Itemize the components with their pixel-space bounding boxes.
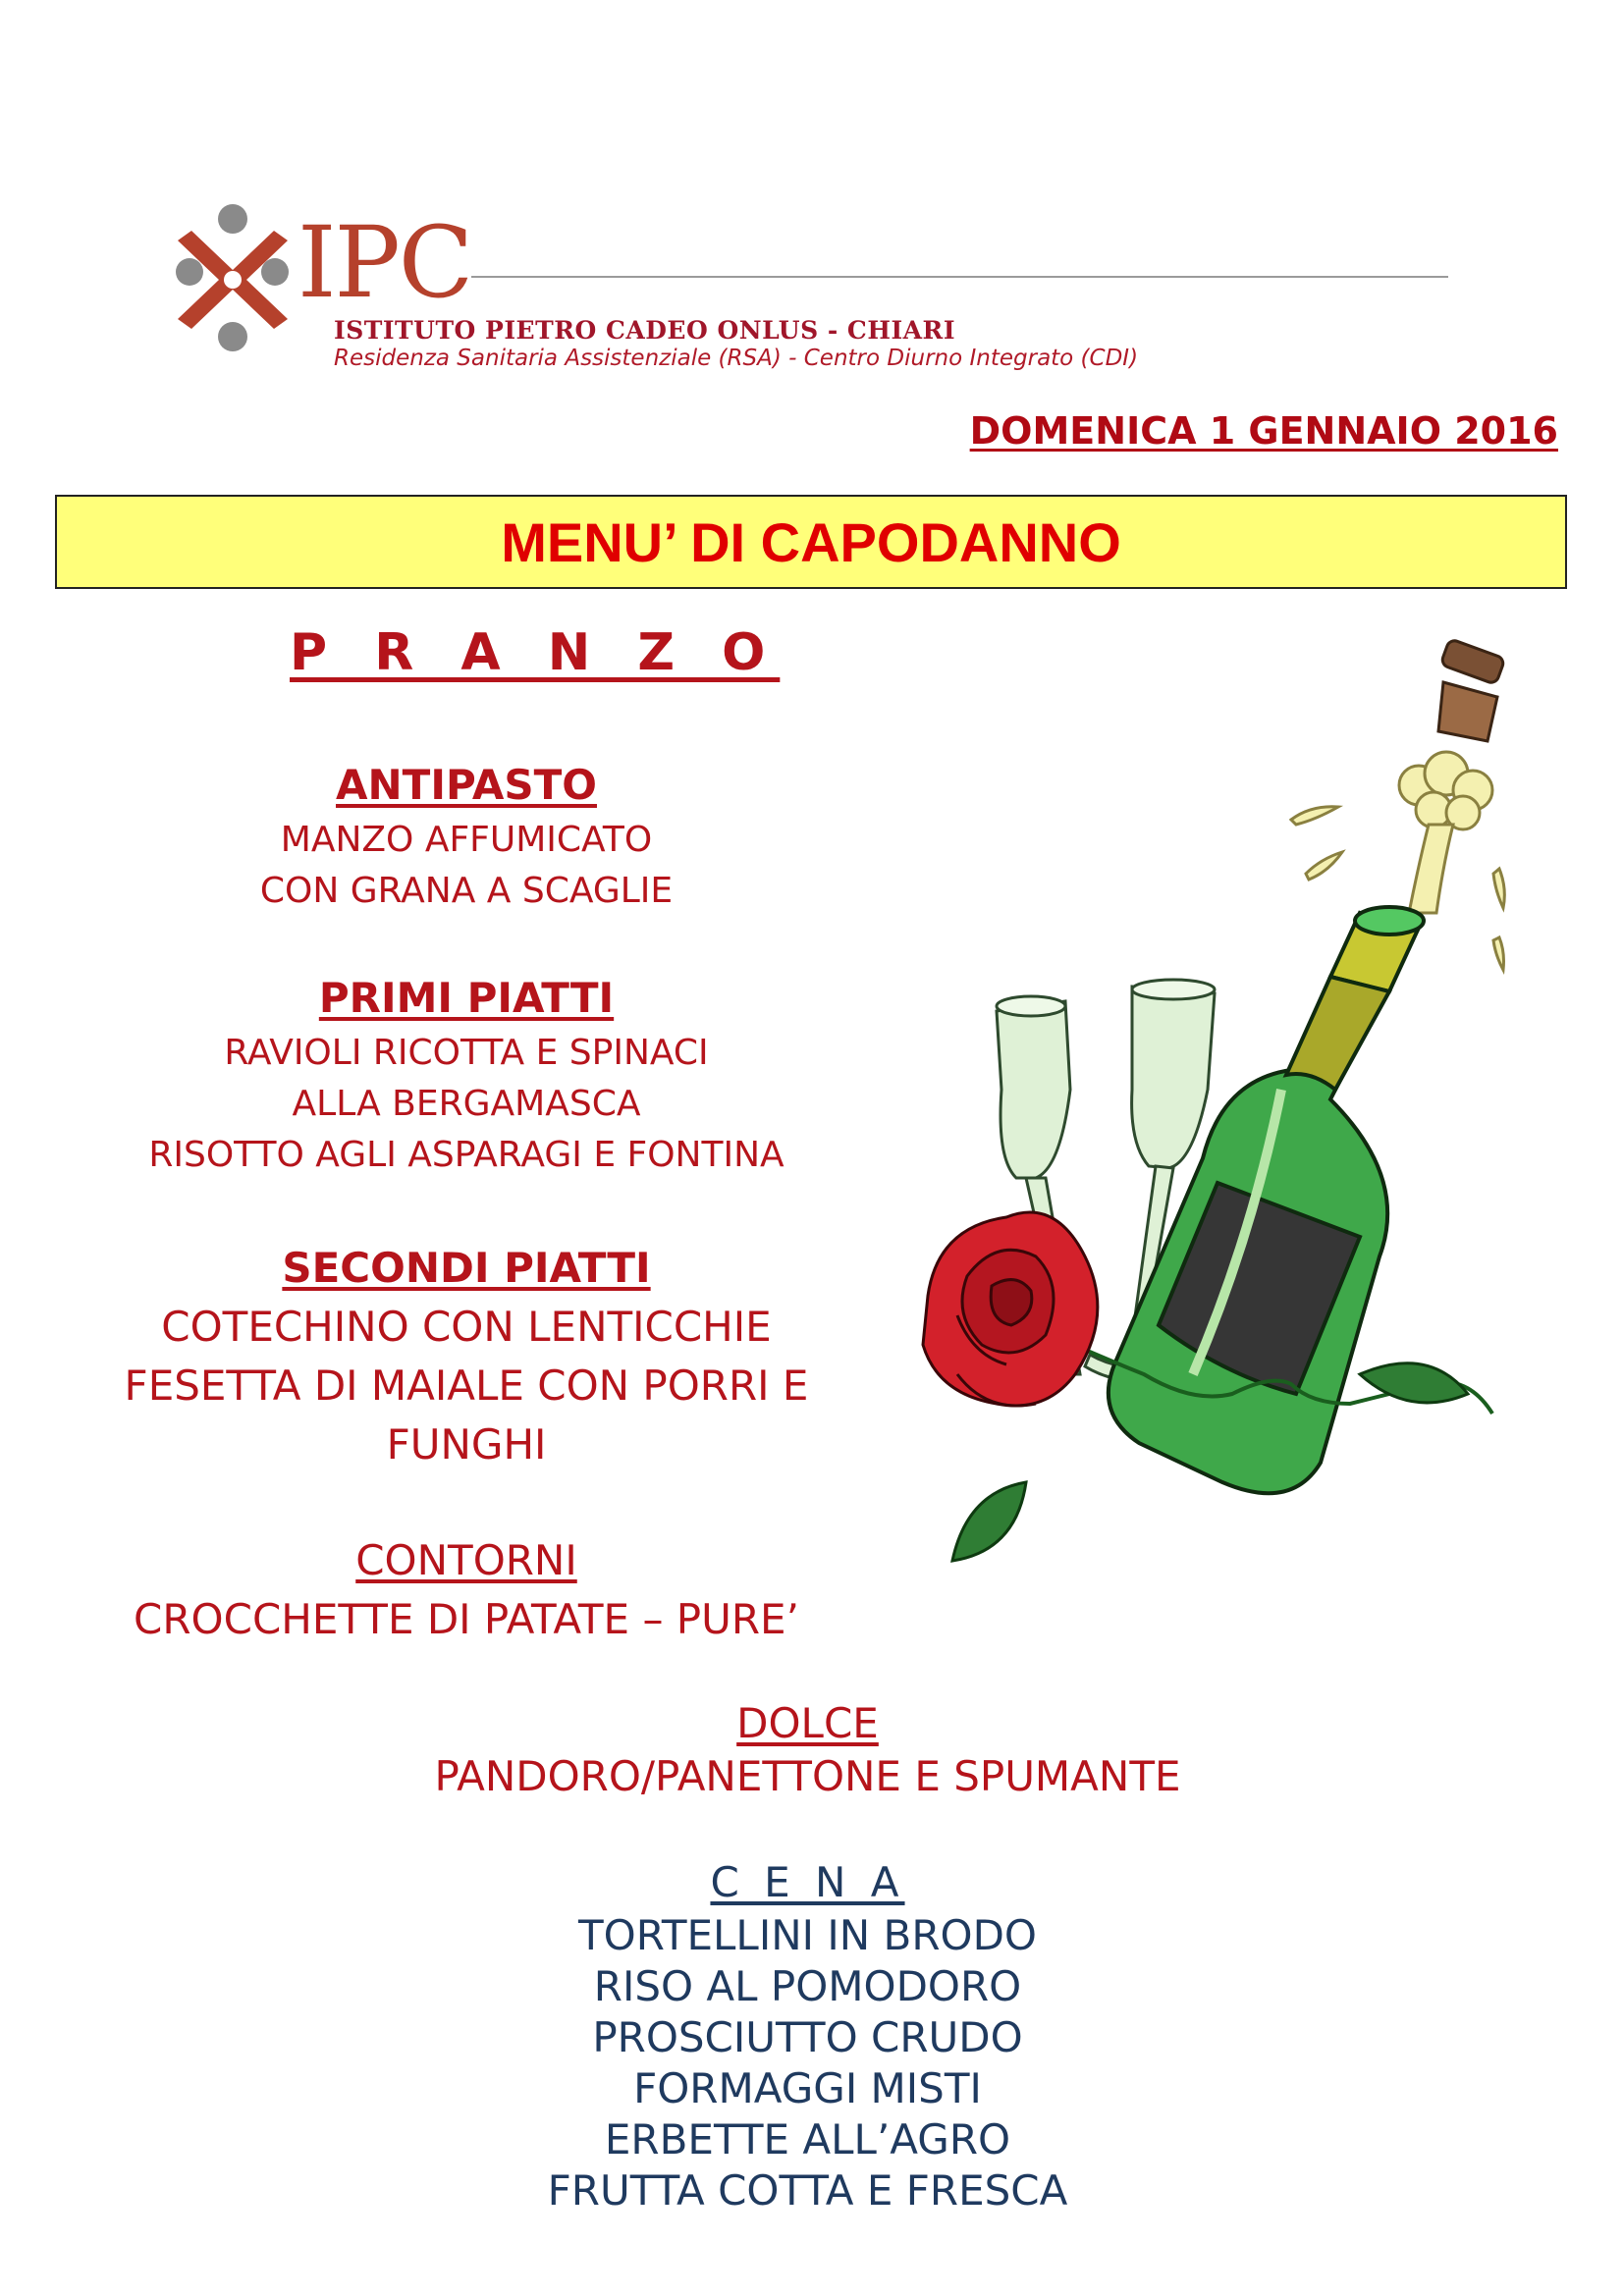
menu-item: ALLA BERGAMASCA [292,1084,641,1124]
menu-item: COTECHINO CON LENTICCHIE [161,1303,772,1351]
institute-name: ISTITUTO PIETRO CADEO ONLUS - CHIARI [334,316,956,345]
institute-subtitle: Residenza Sanitaria Assistenziale (RSA) - Centro Diurno Integrato (CDI) [334,346,1139,371]
menu-item: RAVIOLI RICOTTA E SPINACI [224,1033,709,1073]
contorni-section [59,1531,874,1649]
antipasto-section [59,756,874,917]
logo-icon [172,201,304,358]
rose-icon [923,1212,1098,1406]
menu-item: CROCCHETTE DI PATATE – PURE’ [134,1595,799,1643]
primi-section [59,969,874,1181]
section-heading: DOLCE [736,1699,879,1747]
section-heading: ANTIPASTO [336,761,597,809]
menu-item: RISO AL POMODORO [593,1962,1022,2010]
menu-item: ERBETTE ALL’AGRO [604,2115,1011,2163]
menu-item: FUNGHI [386,1420,547,1468]
logo-letters: IPC [298,205,472,320]
menu-item: RISOTTO AGLI ASPARAGI E FONTINA [148,1135,784,1175]
menu-item: MANZO AFFUMICATO [280,820,653,860]
secondi-section [59,1239,874,1474]
dolce-section [304,1694,1311,1806]
cena-section [304,1853,1311,2220]
menu-item: PROSCIUTTO CRUDO [592,2013,1023,2061]
menu-item: TORTELLINI IN BRODO [578,1911,1037,1959]
section-heading: PRIMI PIATTI [318,974,615,1022]
cena-title: C E N A [710,1858,905,1906]
title-banner [55,495,1567,589]
champagne-illustration [898,628,1537,1649]
section-heading: SECONDI PIATTI [282,1244,651,1292]
section-heading: CONTORNI [355,1536,577,1584]
menu-item: CON GRANA A SCAGLIE [259,871,674,911]
menu-date: DOMENICA 1 GENNAIO 2016 [969,409,1558,453]
page-title: MENU’ DI CAPODANNO [501,510,1121,573]
logo-divider [471,276,1448,278]
menu-item: PANDORO/PANETTONE E SPUMANTE [434,1752,1181,1800]
pranzo-title: P R A N Z O [290,623,781,682]
menu-item: FRUTTA COTTA E FRESCA [547,2166,1068,2215]
cork-icon [1438,639,1505,741]
menu-item: FORMAGGI MISTI [633,2064,982,2112]
menu-item: FESETTA DI MAIALE CON PORRI E [124,1362,809,1410]
